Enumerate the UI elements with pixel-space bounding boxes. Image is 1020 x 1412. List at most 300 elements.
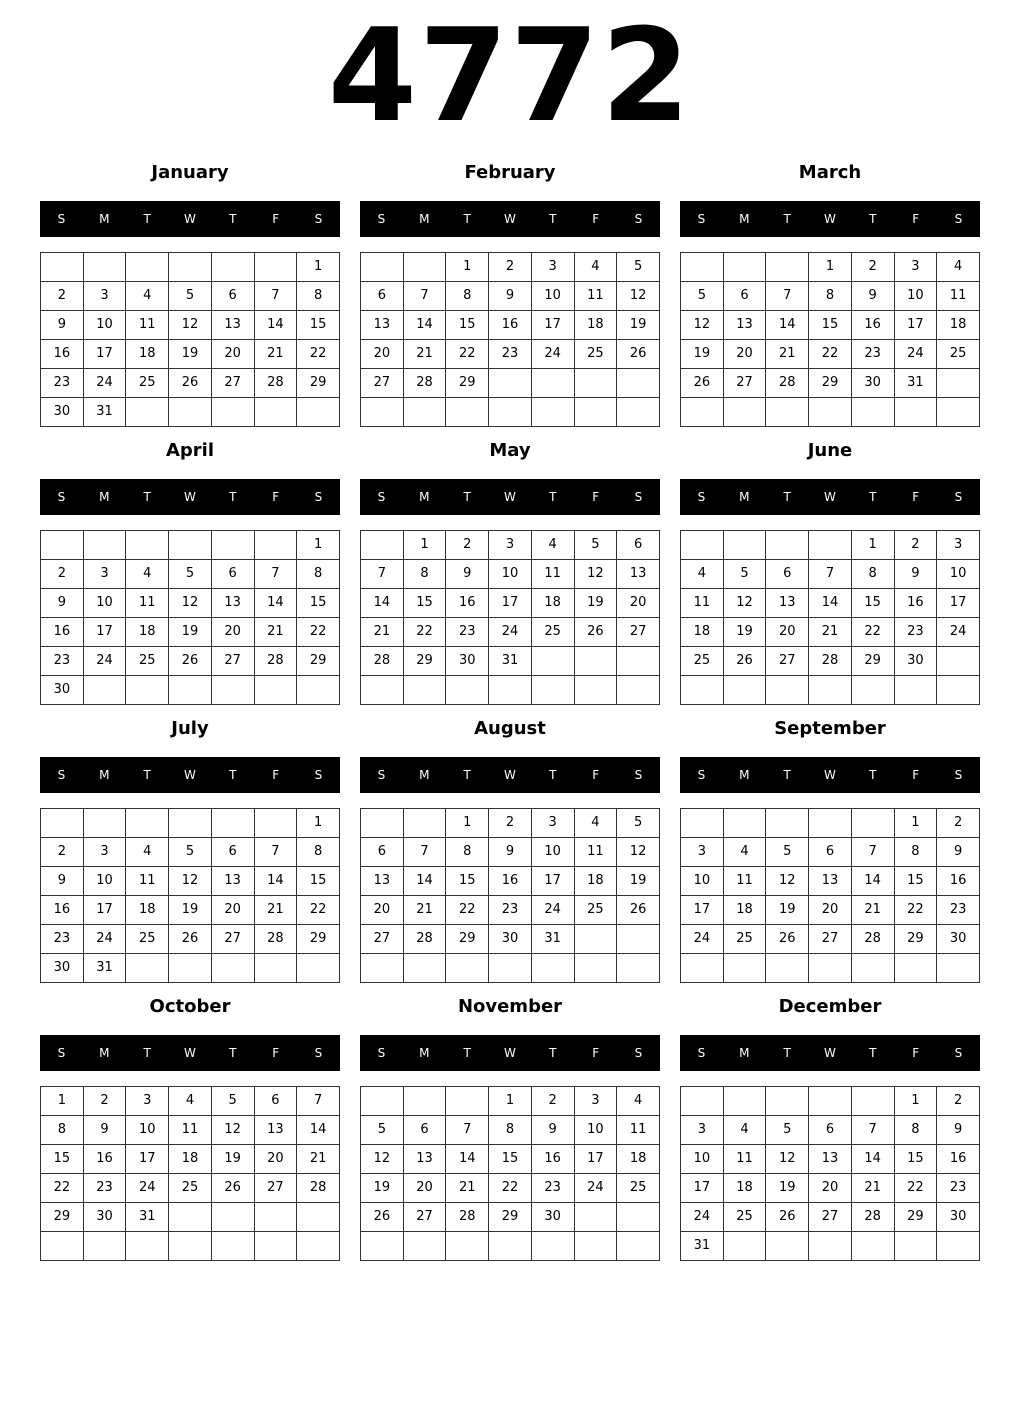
day-cell: 8 bbox=[446, 838, 489, 867]
day-cell: 27 bbox=[617, 618, 660, 647]
day-cell bbox=[126, 1232, 169, 1261]
day-cell: 1 bbox=[41, 1087, 84, 1116]
month-july bbox=[40, 711, 340, 981]
day-cell: 27 bbox=[211, 647, 254, 676]
weekday-label: S bbox=[634, 768, 643, 782]
day-cell bbox=[809, 398, 852, 427]
weekday-label: W bbox=[504, 490, 516, 504]
day-cell: 23 bbox=[851, 340, 894, 369]
week-row bbox=[681, 589, 980, 618]
day-cell: 30 bbox=[489, 925, 532, 954]
day-cell: 31 bbox=[83, 398, 126, 427]
day-cell: 16 bbox=[41, 896, 84, 925]
weekday-label: M bbox=[739, 212, 750, 226]
day-cell: 10 bbox=[681, 1145, 724, 1174]
weekday-label: S bbox=[377, 490, 386, 504]
weekday-label: F bbox=[272, 212, 280, 226]
day-cell: 11 bbox=[681, 589, 724, 618]
day-cell: 12 bbox=[723, 589, 766, 618]
day-cell: 24 bbox=[681, 925, 724, 954]
week-row bbox=[681, 676, 980, 705]
day-cell: 3 bbox=[531, 253, 574, 282]
day-cell: 19 bbox=[723, 618, 766, 647]
day-cell: 6 bbox=[617, 531, 660, 560]
weekday-label: F bbox=[912, 768, 920, 782]
day-cell: 8 bbox=[297, 560, 340, 589]
day-cell bbox=[617, 398, 660, 427]
day-cell: 2 bbox=[937, 1087, 980, 1116]
day-cell: 22 bbox=[446, 340, 489, 369]
day-cell: 10 bbox=[531, 282, 574, 311]
day-cell: 19 bbox=[617, 867, 660, 896]
day-cell: 30 bbox=[41, 954, 84, 983]
day-cell bbox=[361, 1232, 404, 1261]
day-cell: 8 bbox=[41, 1116, 84, 1145]
day-cell bbox=[531, 398, 574, 427]
weekday-label: W bbox=[824, 768, 836, 782]
day-cell bbox=[531, 1232, 574, 1261]
weekday-label: F bbox=[592, 212, 600, 226]
day-cell bbox=[254, 1203, 297, 1232]
day-cell bbox=[83, 809, 126, 838]
day-cell: 6 bbox=[211, 838, 254, 867]
day-cell: 25 bbox=[169, 1174, 212, 1203]
day-cell: 17 bbox=[681, 896, 724, 925]
day-cell bbox=[169, 398, 212, 427]
day-cell: 5 bbox=[766, 1116, 809, 1145]
day-cell: 9 bbox=[894, 560, 937, 589]
day-cell bbox=[937, 1232, 980, 1261]
day-cell: 18 bbox=[574, 867, 617, 896]
day-cell: 29 bbox=[403, 647, 446, 676]
day-cell: 24 bbox=[894, 340, 937, 369]
day-cell bbox=[574, 1232, 617, 1261]
week-row bbox=[361, 1174, 660, 1203]
day-cell: 24 bbox=[937, 618, 980, 647]
day-cell: 26 bbox=[617, 340, 660, 369]
week-row bbox=[681, 311, 980, 340]
day-cell: 4 bbox=[574, 809, 617, 838]
day-cell: 27 bbox=[361, 925, 404, 954]
day-cell bbox=[126, 954, 169, 983]
day-cell: 14 bbox=[851, 867, 894, 896]
day-cell: 5 bbox=[766, 838, 809, 867]
day-cell: 26 bbox=[723, 647, 766, 676]
month-december bbox=[680, 989, 980, 1259]
day-cell: 24 bbox=[83, 369, 126, 398]
day-cell: 26 bbox=[169, 369, 212, 398]
week-row bbox=[681, 925, 980, 954]
day-cell: 22 bbox=[894, 1174, 937, 1203]
day-cell: 2 bbox=[531, 1087, 574, 1116]
day-cell: 14 bbox=[254, 311, 297, 340]
day-cell: 14 bbox=[446, 1145, 489, 1174]
day-cell bbox=[254, 1232, 297, 1261]
day-cell: 12 bbox=[169, 311, 212, 340]
week-row bbox=[361, 1116, 660, 1145]
day-cell: 22 bbox=[41, 1174, 84, 1203]
day-cell: 18 bbox=[617, 1145, 660, 1174]
day-cell: 5 bbox=[169, 838, 212, 867]
day-cell bbox=[809, 1232, 852, 1261]
day-cell: 17 bbox=[83, 340, 126, 369]
day-cell: 31 bbox=[126, 1203, 169, 1232]
day-cell: 13 bbox=[617, 560, 660, 589]
day-cell bbox=[766, 1087, 809, 1116]
day-cell bbox=[851, 809, 894, 838]
weekday-label: T bbox=[869, 768, 877, 782]
day-cell: 16 bbox=[894, 589, 937, 618]
weekday-label: F bbox=[272, 1046, 280, 1060]
day-cell: 27 bbox=[809, 1203, 852, 1232]
day-cell: 21 bbox=[851, 1174, 894, 1203]
day-cell: 27 bbox=[211, 925, 254, 954]
month-title: April bbox=[165, 440, 215, 461]
day-cell bbox=[617, 954, 660, 983]
weekday-label: M bbox=[99, 490, 110, 504]
day-cell: 24 bbox=[83, 647, 126, 676]
weekday-label: W bbox=[184, 1046, 196, 1060]
day-cell: 6 bbox=[254, 1087, 297, 1116]
day-cell bbox=[681, 676, 724, 705]
day-cell: 28 bbox=[766, 369, 809, 398]
week-row bbox=[361, 311, 660, 340]
day-cell: 21 bbox=[403, 340, 446, 369]
day-cell: 18 bbox=[574, 311, 617, 340]
day-cell: 25 bbox=[531, 618, 574, 647]
day-cell: 28 bbox=[446, 1203, 489, 1232]
day-cell: 21 bbox=[766, 340, 809, 369]
weekday-label: W bbox=[824, 1046, 836, 1060]
day-cell: 2 bbox=[83, 1087, 126, 1116]
day-grid bbox=[680, 1086, 980, 1261]
weekday-label: M bbox=[419, 768, 430, 782]
month-may bbox=[360, 433, 660, 703]
day-cell: 13 bbox=[211, 311, 254, 340]
week-row bbox=[681, 531, 980, 560]
day-cell: 6 bbox=[766, 560, 809, 589]
week-row bbox=[41, 340, 340, 369]
day-cell: 9 bbox=[937, 1116, 980, 1145]
day-cell bbox=[723, 676, 766, 705]
week-row bbox=[361, 867, 660, 896]
day-cell bbox=[574, 647, 617, 676]
day-cell bbox=[894, 1232, 937, 1261]
day-cell: 13 bbox=[723, 311, 766, 340]
day-cell: 16 bbox=[937, 867, 980, 896]
weekday-header bbox=[40, 1035, 340, 1071]
day-cell: 7 bbox=[403, 282, 446, 311]
weekday-label: T bbox=[783, 490, 791, 504]
day-cell: 1 bbox=[297, 253, 340, 282]
day-cell: 3 bbox=[83, 560, 126, 589]
month-title: September bbox=[774, 718, 886, 739]
day-cell bbox=[254, 676, 297, 705]
weekday-label: S bbox=[377, 1046, 386, 1060]
day-cell bbox=[361, 398, 404, 427]
day-cell bbox=[766, 398, 809, 427]
day-cell: 14 bbox=[254, 589, 297, 618]
day-cell: 5 bbox=[169, 282, 212, 311]
day-cell: 4 bbox=[126, 838, 169, 867]
day-cell bbox=[723, 398, 766, 427]
day-cell: 25 bbox=[126, 647, 169, 676]
day-cell: 11 bbox=[937, 282, 980, 311]
weekday-header bbox=[680, 757, 980, 793]
day-cell bbox=[254, 531, 297, 560]
day-cell: 12 bbox=[211, 1116, 254, 1145]
day-grid bbox=[40, 252, 340, 427]
day-cell: 26 bbox=[361, 1203, 404, 1232]
day-cell bbox=[169, 1203, 212, 1232]
week-row bbox=[41, 1174, 340, 1203]
day-cell: 22 bbox=[297, 896, 340, 925]
day-cell: 3 bbox=[574, 1087, 617, 1116]
day-cell: 24 bbox=[489, 618, 532, 647]
day-cell: 3 bbox=[681, 1116, 724, 1145]
day-cell: 18 bbox=[531, 589, 574, 618]
week-row bbox=[681, 1203, 980, 1232]
day-cell: 20 bbox=[809, 1174, 852, 1203]
day-cell bbox=[809, 676, 852, 705]
day-cell: 20 bbox=[361, 340, 404, 369]
weekday-label: S bbox=[377, 768, 386, 782]
weekday-label: S bbox=[57, 1046, 66, 1060]
weekday-label: W bbox=[504, 212, 516, 226]
day-cell: 20 bbox=[211, 618, 254, 647]
week-row bbox=[41, 282, 340, 311]
day-cell bbox=[574, 369, 617, 398]
month-title: December bbox=[778, 996, 882, 1017]
day-cell bbox=[446, 1087, 489, 1116]
week-row bbox=[41, 589, 340, 618]
day-cell bbox=[531, 676, 574, 705]
day-cell: 20 bbox=[617, 589, 660, 618]
week-row bbox=[361, 618, 660, 647]
day-cell: 18 bbox=[937, 311, 980, 340]
day-cell: 12 bbox=[169, 867, 212, 896]
day-cell: 7 bbox=[446, 1116, 489, 1145]
day-cell: 1 bbox=[489, 1087, 532, 1116]
day-cell bbox=[126, 531, 169, 560]
day-cell: 17 bbox=[531, 311, 574, 340]
day-cell bbox=[681, 531, 724, 560]
day-cell: 27 bbox=[254, 1174, 297, 1203]
day-cell bbox=[297, 398, 340, 427]
day-cell: 9 bbox=[41, 867, 84, 896]
weekday-label: T bbox=[229, 768, 237, 782]
day-grid bbox=[360, 1086, 660, 1261]
day-cell bbox=[83, 531, 126, 560]
day-cell: 24 bbox=[681, 1203, 724, 1232]
day-cell bbox=[766, 676, 809, 705]
day-cell: 22 bbox=[851, 618, 894, 647]
day-cell: 1 bbox=[403, 531, 446, 560]
day-cell: 21 bbox=[254, 618, 297, 647]
weekday-header bbox=[40, 201, 340, 237]
week-row bbox=[681, 340, 980, 369]
day-cell bbox=[851, 1087, 894, 1116]
week-row bbox=[681, 253, 980, 282]
day-cell: 23 bbox=[937, 896, 980, 925]
week-row bbox=[361, 647, 660, 676]
day-cell: 16 bbox=[489, 311, 532, 340]
day-cell: 25 bbox=[574, 340, 617, 369]
day-cell: 23 bbox=[41, 925, 84, 954]
day-cell: 7 bbox=[851, 838, 894, 867]
day-cell bbox=[83, 676, 126, 705]
day-cell: 1 bbox=[851, 531, 894, 560]
day-cell: 16 bbox=[446, 589, 489, 618]
day-cell: 3 bbox=[83, 282, 126, 311]
weekday-label: T bbox=[143, 768, 151, 782]
day-cell bbox=[617, 676, 660, 705]
day-cell: 7 bbox=[809, 560, 852, 589]
day-cell: 1 bbox=[894, 1087, 937, 1116]
day-cell: 31 bbox=[83, 954, 126, 983]
day-cell: 20 bbox=[723, 340, 766, 369]
week-row bbox=[361, 531, 660, 560]
day-cell: 10 bbox=[937, 560, 980, 589]
day-cell: 16 bbox=[489, 867, 532, 896]
week-row bbox=[361, 925, 660, 954]
weekday-label: T bbox=[463, 768, 471, 782]
day-cell: 4 bbox=[723, 1116, 766, 1145]
day-cell bbox=[766, 809, 809, 838]
day-cell: 23 bbox=[489, 340, 532, 369]
month-title: August bbox=[474, 718, 546, 739]
weekday-label: T bbox=[463, 1046, 471, 1060]
day-cell: 26 bbox=[766, 925, 809, 954]
day-cell: 12 bbox=[766, 1145, 809, 1174]
weekday-label: W bbox=[184, 212, 196, 226]
day-cell: 11 bbox=[169, 1116, 212, 1145]
day-cell: 20 bbox=[809, 896, 852, 925]
weekday-label: S bbox=[697, 768, 706, 782]
day-cell: 12 bbox=[169, 589, 212, 618]
day-cell: 15 bbox=[446, 311, 489, 340]
day-cell: 23 bbox=[489, 896, 532, 925]
day-cell: 28 bbox=[254, 925, 297, 954]
day-cell: 5 bbox=[169, 560, 212, 589]
day-cell: 2 bbox=[489, 809, 532, 838]
day-cell: 9 bbox=[851, 282, 894, 311]
month-march bbox=[680, 155, 980, 425]
day-grid bbox=[680, 252, 980, 427]
day-cell bbox=[41, 531, 84, 560]
week-row bbox=[681, 838, 980, 867]
week-row bbox=[41, 311, 340, 340]
day-cell: 21 bbox=[403, 896, 446, 925]
day-cell: 4 bbox=[126, 282, 169, 311]
day-cell: 15 bbox=[851, 589, 894, 618]
day-cell: 30 bbox=[41, 676, 84, 705]
day-cell: 21 bbox=[254, 896, 297, 925]
week-row bbox=[41, 954, 340, 983]
day-cell bbox=[403, 1232, 446, 1261]
day-cell bbox=[83, 253, 126, 282]
day-cell: 8 bbox=[297, 838, 340, 867]
week-row bbox=[681, 369, 980, 398]
week-row bbox=[681, 560, 980, 589]
weekday-label: T bbox=[869, 212, 877, 226]
weekday-label: S bbox=[314, 768, 323, 782]
day-cell: 5 bbox=[681, 282, 724, 311]
day-cell: 8 bbox=[297, 282, 340, 311]
day-cell bbox=[723, 809, 766, 838]
day-cell: 22 bbox=[809, 340, 852, 369]
day-cell: 31 bbox=[489, 647, 532, 676]
day-cell: 11 bbox=[126, 867, 169, 896]
day-cell: 9 bbox=[489, 282, 532, 311]
day-cell: 26 bbox=[211, 1174, 254, 1203]
day-cell: 12 bbox=[361, 1145, 404, 1174]
day-cell: 15 bbox=[894, 1145, 937, 1174]
day-grid bbox=[40, 808, 340, 983]
weekday-header bbox=[360, 201, 660, 237]
day-cell: 3 bbox=[83, 838, 126, 867]
day-cell: 15 bbox=[489, 1145, 532, 1174]
day-cell bbox=[489, 369, 532, 398]
weekday-label: T bbox=[143, 212, 151, 226]
day-cell: 24 bbox=[531, 896, 574, 925]
weekday-label: W bbox=[184, 768, 196, 782]
day-cell: 22 bbox=[403, 618, 446, 647]
day-cell: 4 bbox=[574, 253, 617, 282]
day-cell: 27 bbox=[403, 1203, 446, 1232]
day-cell: 30 bbox=[446, 647, 489, 676]
day-cell: 29 bbox=[41, 1203, 84, 1232]
day-cell: 20 bbox=[766, 618, 809, 647]
day-cell bbox=[297, 1232, 340, 1261]
day-cell: 6 bbox=[361, 838, 404, 867]
day-cell bbox=[617, 1203, 660, 1232]
day-cell: 31 bbox=[531, 925, 574, 954]
week-row bbox=[41, 1232, 340, 1261]
day-cell: 19 bbox=[766, 896, 809, 925]
day-cell: 19 bbox=[211, 1145, 254, 1174]
day-cell: 25 bbox=[681, 647, 724, 676]
day-grid bbox=[360, 808, 660, 983]
day-cell: 24 bbox=[574, 1174, 617, 1203]
week-row bbox=[41, 867, 340, 896]
day-cell: 20 bbox=[361, 896, 404, 925]
day-cell bbox=[361, 531, 404, 560]
day-cell bbox=[126, 676, 169, 705]
month-february bbox=[360, 155, 660, 425]
day-cell bbox=[851, 676, 894, 705]
day-cell: 16 bbox=[83, 1145, 126, 1174]
day-cell bbox=[489, 398, 532, 427]
day-cell: 12 bbox=[574, 560, 617, 589]
weekday-label: S bbox=[954, 490, 963, 504]
day-cell bbox=[211, 1232, 254, 1261]
week-row bbox=[681, 1116, 980, 1145]
day-cell bbox=[169, 253, 212, 282]
day-cell: 18 bbox=[723, 1174, 766, 1203]
day-cell: 19 bbox=[681, 340, 724, 369]
day-cell: 28 bbox=[851, 1203, 894, 1232]
day-cell: 23 bbox=[894, 618, 937, 647]
day-cell bbox=[937, 647, 980, 676]
weekday-label: T bbox=[549, 768, 557, 782]
day-cell: 18 bbox=[723, 896, 766, 925]
day-cell: 20 bbox=[254, 1145, 297, 1174]
week-row bbox=[41, 531, 340, 560]
day-cell: 11 bbox=[531, 560, 574, 589]
day-cell: 8 bbox=[894, 1116, 937, 1145]
day-cell bbox=[169, 676, 212, 705]
